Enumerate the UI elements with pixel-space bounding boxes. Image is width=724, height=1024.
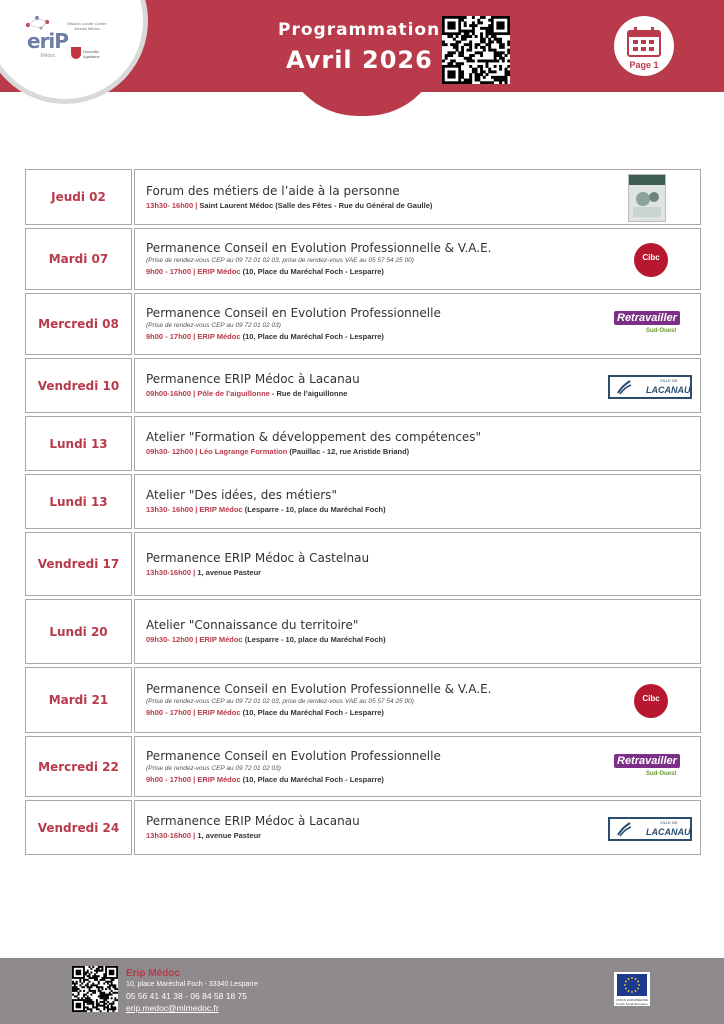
event-address: (10, Place du Maréchal Foch - Lesparre) [242, 708, 384, 717]
lacanau-logo [608, 375, 692, 399]
nouvelle-aquitaine-logo: Nouvelle-Aquitaine [83, 49, 100, 59]
event-note: (Prise de rendez-vous CEP au 09 72 01 02 03) [146, 764, 281, 772]
event-address: (10, Place du Maréchal Foch - Lesparre) [242, 332, 384, 341]
event-title: Atelier "Formation & développement des compétences" [146, 430, 482, 444]
event-title: Atelier "Connaissance du territoire" [146, 618, 359, 632]
event-details [134, 228, 701, 290]
event-info [146, 707, 700, 718]
eu-logo [614, 972, 650, 1006]
event-row [25, 667, 701, 733]
lacanau-logo [608, 817, 692, 841]
event-time: 9h00 - 17h00 | [146, 774, 196, 784]
event-note: (Prise de rendez-vous CEP au 09 72 01 02 03, prise de rendez-vous VAE au 05 57 54 25 00) [146, 698, 414, 705]
event-time: 9h00 - 17h00 | [146, 332, 196, 341]
event-title: Permanence Conseil en Evolution Professionnelle & V.A.E. [146, 682, 492, 696]
event-location: Pôle de l’aiguillonne [197, 389, 270, 398]
retravailler-logo-sub: Sud-Ouest [646, 770, 677, 777]
event-note: (Prise de rendez-vous CEP au 09 72 01 02 03, prise de rendez-vous VAE au 05 57 54 25 00) [146, 257, 414, 264]
event-row [25, 358, 701, 413]
erip-logo: eriP [27, 29, 68, 53]
lacanau-wave-icon [616, 821, 632, 837]
event-address: (10, Place du Maréchal Foch - Lesparre) [242, 267, 384, 276]
event-info [146, 200, 700, 211]
event-time: 9h00 - 17h00 | [146, 708, 196, 717]
event-row [25, 293, 701, 355]
event-row [25, 736, 701, 797]
page-number: Page 1 [629, 60, 659, 70]
event-address: - Rue de l’aiguillonne [271, 389, 348, 398]
event-address: 1, avenue Pasteur [197, 567, 262, 577]
event-title: Permanence ERIP Médoc à Castelnau [146, 550, 370, 565]
event-time: 09h30- 12h00 | [146, 447, 198, 456]
event-time: 13h30- 16h00 | [146, 505, 198, 514]
lacanau-logo-small: VILLE DE [660, 377, 678, 383]
footer-phone-separator: - [182, 991, 191, 1001]
event-time: 13h30- 16h00 | [146, 200, 198, 210]
event-row [25, 599, 701, 664]
event-address: (Lesparre - 10, place du Maréchal Foch) [244, 505, 386, 514]
events-table [25, 169, 701, 858]
retravailler-logo [610, 753, 688, 783]
forum-poster-image [628, 174, 666, 222]
cibc-logo: Cibc [634, 684, 668, 718]
eu-logo-text: UNION EUROPÉENNE Fonds Social Européen [616, 998, 648, 1006]
event-row [25, 228, 701, 290]
event-day: Lundi 13 [25, 474, 132, 529]
page-badge [614, 16, 674, 76]
cibc-logo: Cibc [634, 243, 668, 277]
event-time: 09h30- 12h00 | [146, 635, 198, 644]
event-day: Vendredi 24 [25, 800, 132, 855]
event-time: 9h00 - 17h00 | [146, 267, 196, 276]
event-row [25, 474, 701, 529]
nouvelle-aquitaine-shield-icon [71, 47, 81, 59]
event-day: Mardi 07 [25, 228, 132, 290]
event-address: Saint Laurent Médoc (Salle des Fêtes - Rue du Général de Gaulle) [199, 200, 433, 210]
event-title: Permanence Conseil en Evolution Professionnelle & V.A.E. [146, 241, 492, 255]
event-location: ERIP Médoc [199, 635, 243, 644]
event-day: Vendredi 17 [25, 532, 132, 596]
event-row [25, 169, 701, 225]
event-address: 1, avenue Pasteur [197, 831, 262, 840]
event-address: (Lesparre - 10, place du Maréchal Foch) [244, 635, 386, 644]
poster-thumbnail-icon [629, 175, 665, 221]
page-subtitle: Avril 2026 [286, 46, 433, 74]
page-title: Programmation [278, 20, 441, 40]
event-location: ERIP Médoc [197, 708, 241, 717]
event-title: Atelier "Des idées, des métiers" [146, 488, 337, 502]
footer-org-name: Erip Médoc [126, 968, 180, 979]
mission-locale-logo: Mission Locale Centre Jeunes Médoc [67, 21, 107, 31]
event-row [25, 416, 701, 471]
event-location: ERIP Médoc [197, 332, 241, 341]
calendar-icon [626, 26, 662, 58]
event-day: Mercredi 22 [25, 736, 132, 797]
event-day: Lundi 20 [25, 599, 132, 664]
lacanau-logo-text: LACANAU [646, 826, 691, 837]
event-day: Mardi 21 [25, 667, 132, 733]
event-address: (Pauillac - 12, rue Aristide Briand) [289, 447, 410, 456]
retravailler-logo-text: Retravailler [614, 311, 680, 325]
event-details [134, 416, 701, 471]
event-row [25, 800, 701, 855]
event-title: Permanence Conseil en Evolution Professionnelle [146, 748, 441, 763]
retravailler-logo-sub: Sud-Ouest [646, 328, 677, 334]
event-time: 09h00-16h00 | [146, 389, 196, 398]
event-details [134, 800, 701, 855]
event-details [134, 293, 701, 355]
event-day: Jeudi 02 [25, 169, 132, 225]
footer-phones [126, 991, 247, 1001]
footer-phone[interactable]: 05 56 41 41 38 [126, 991, 183, 1001]
event-location: ERIP Médoc [199, 505, 243, 514]
retravailler-logo-text: Retravailler [614, 754, 680, 768]
event-details [134, 358, 701, 413]
event-title: Permanence ERIP Médoc à Lacanau [146, 372, 360, 386]
event-details [134, 169, 701, 225]
event-details [134, 599, 701, 664]
event-info [146, 567, 700, 578]
footer-address: 10, place Maréchal Foch - 33340 Lesparre [126, 981, 258, 988]
erip-logo-sub: Médoc [40, 53, 56, 59]
event-address: (10, Place du Maréchal Foch - Lesparre) [242, 774, 384, 784]
event-time: 13h30-16h00 | [146, 831, 196, 840]
event-note: (Prise de rendez-vous CEP au 09 72 01 02 03) [146, 322, 281, 329]
event-info [146, 634, 700, 645]
retravailler-logo [610, 310, 688, 340]
event-row [25, 532, 701, 596]
event-details [134, 474, 701, 529]
eu-flag-icon [617, 974, 647, 996]
event-time: 13h30-16h00 | [146, 567, 196, 577]
event-title: Permanence ERIP Médoc à Lacanau [146, 814, 360, 828]
event-info [146, 504, 700, 515]
footer-email-link[interactable]: erip.medoc@mlmedoc.fr [126, 1003, 219, 1013]
event-details [134, 532, 701, 596]
event-details [134, 736, 701, 797]
event-location: ERIP Médoc [197, 267, 241, 276]
footer-phone-2[interactable]: 06 84 58 18 75 [190, 991, 248, 1001]
event-day: Mercredi 08 [25, 293, 132, 355]
event-day: Lundi 13 [25, 416, 132, 471]
event-info [146, 446, 700, 457]
event-location: Léo Lagrange Formation [199, 447, 288, 456]
event-day: Vendredi 10 [25, 358, 132, 413]
event-title: Forum des métiers de l’aide à la personne [146, 183, 400, 198]
event-details [134, 667, 701, 733]
lacanau-wave-icon [616, 379, 632, 395]
event-title: Permanence Conseil en Evolution Professionnelle [146, 306, 441, 320]
lacanau-logo-small: VILLE DE [660, 819, 678, 825]
lacanau-logo-text: LACANAU [646, 384, 691, 395]
footer [0, 958, 724, 1024]
footer-qr-code-icon[interactable] [72, 966, 118, 1012]
event-location: ERIP Médoc [197, 774, 241, 784]
event-info [146, 266, 700, 277]
qr-code-icon[interactable] [442, 16, 510, 84]
